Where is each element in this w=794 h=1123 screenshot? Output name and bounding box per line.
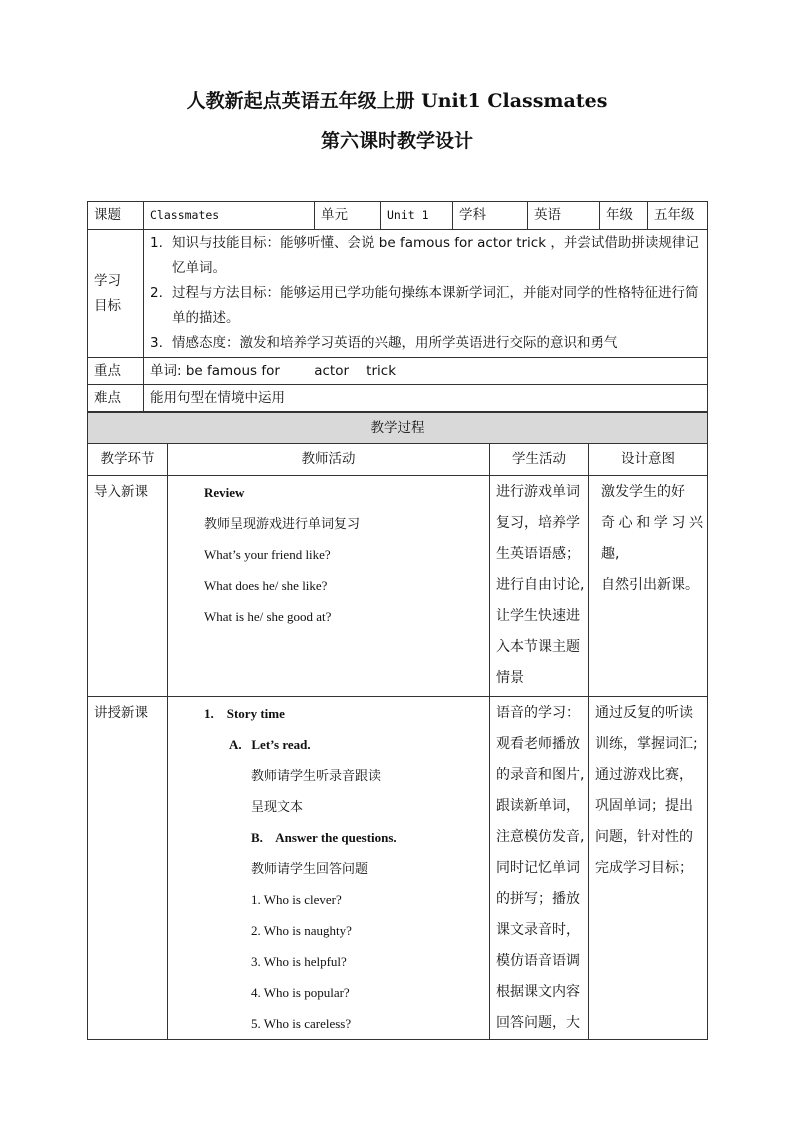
goals-content [144, 230, 708, 358]
goals-label: 学习目标 [88, 230, 144, 358]
difficulty-row [88, 385, 708, 412]
teacher-line: 4. Who is popular? [251, 985, 350, 1000]
col-student: 学生活动 [490, 444, 589, 476]
teacher-line: 教师请学生回答问题 [251, 861, 369, 876]
design-intent: 激发学生的好 奇心和学习兴趣, 自然引出新课。 [589, 476, 708, 697]
teacher-line: What does he/ she like? [204, 578, 328, 593]
stage-cell: 导入新课 [88, 476, 168, 697]
stage-cell: 讲授新课 [88, 697, 168, 1040]
unit-value: Unit 1 [381, 202, 453, 230]
teacher-line: 2. Who is naughty? [251, 923, 352, 938]
grade-label: 年级 [600, 202, 648, 230]
teacher-line: 教师呈现游戏进行单词复习 [204, 516, 361, 531]
document-title: 人教新起点英语五年级上册 Unit1 Classmates [186, 90, 608, 112]
key-point-row [88, 358, 708, 385]
teacher-activity [168, 697, 490, 1040]
process-columns-row [88, 444, 708, 476]
lesson-plan-table [87, 201, 708, 412]
teacher-line: 教师请学生听录音跟读 [251, 768, 382, 783]
subject-value: 英语 [528, 202, 600, 230]
topic-label: 课题 [88, 202, 144, 230]
goal-item: 1. 知识与技能目标：能够听懂、会说 be famous for actor trick ，并尝试借助拼读规律记忆单词。 [150, 235, 699, 276]
difficulty-label: 难点 [88, 385, 144, 412]
teacher-line: 5. Who is careless? [251, 1016, 352, 1031]
teacher-line: What is he/ she good at? [204, 609, 332, 624]
key-point-value: 单词: be famous for actor trick [144, 358, 708, 385]
topic-value: Classmates [144, 202, 315, 230]
teacher-line: 1. Story time [204, 706, 285, 721]
process-row-intro [88, 476, 708, 697]
teacher-line: A. Let’s read. [229, 737, 311, 752]
teacher-line: B. Answer the questions. [251, 830, 397, 845]
teacher-line: 3. Who is helpful? [251, 954, 347, 969]
teacher-activity [168, 476, 490, 697]
student-activity: 语音的学习： 观看老师播放 的录音和图片, 跟读新单词， 注意模仿发音, 同时记忆单词 的拼写；播放 课文录音时， 模仿语音语调 根据课文内容 回答问题，大 [490, 697, 589, 1040]
teacher-line: Review [204, 485, 245, 500]
document-subtitle: 第六课时教学设计 [320, 130, 473, 152]
teacher-line: What’s your friend like? [204, 547, 331, 562]
process-header: 教学过程 [88, 413, 708, 444]
difficulty-value: 能用句型在情境中运用 [144, 385, 708, 412]
unit-label: 单元 [315, 202, 381, 230]
info-row [88, 202, 708, 230]
col-intent: 设计意图 [589, 444, 708, 476]
design-intent: 通过反复的听读 训练，掌握词汇; 通过游戏比赛， 巩固单词；提出 问题，针对性的 完成学习目标； [589, 697, 708, 1040]
key-point-label: 重点 [88, 358, 144, 385]
teacher-line: 1. Who is clever? [251, 892, 342, 907]
process-row-new [88, 697, 708, 1040]
grade-value: 五年级 [648, 202, 708, 230]
goal-item: 2. 过程与方法目标：能够运用已学功能句操练本课新学词汇，并能对同学的性格特征进行简单的描述。 [150, 285, 699, 326]
student-activity: 进行游戏单词 复习，培养学 生英语语感； 进行自由讨论, 让学生快速进 入本节课主题 情景 [490, 476, 589, 697]
col-teacher: 教师活动 [168, 444, 490, 476]
goal-item: 3. 情感态度：激发和培养学习英语的兴趣，用所学英语进行交际的意识和勇气 [150, 335, 618, 351]
teacher-line: 呈现文本 [251, 799, 304, 814]
process-table [87, 412, 708, 1040]
process-header-row [88, 413, 708, 444]
goals-row [88, 230, 708, 358]
subject-label: 学科 [453, 202, 528, 230]
col-stage: 教学环节 [88, 444, 168, 476]
